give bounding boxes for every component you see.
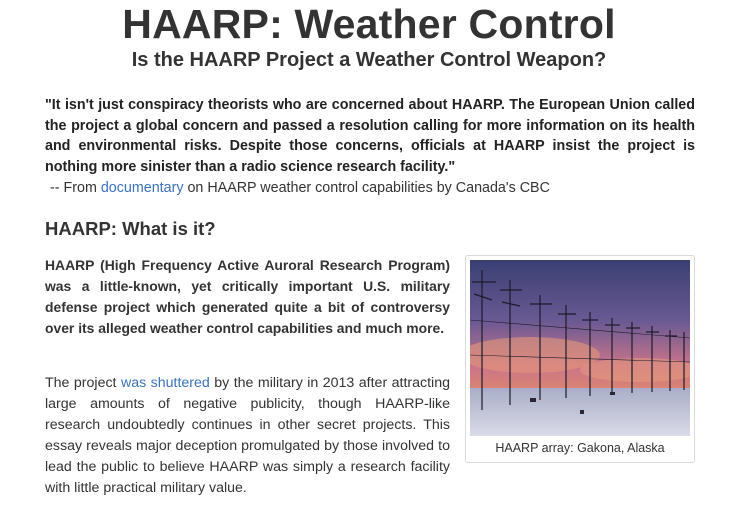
- figure-caption: HAARP array: Gakona, Alaska: [495, 441, 665, 455]
- was-shuttered-link[interactable]: was shuttered: [120, 375, 210, 391]
- figure-thumbnail[interactable]: [465, 255, 695, 463]
- section-heading: HAARP: What is it?: [45, 218, 216, 239]
- lead-paragraph: HAARP (High Frequency Active Auroral Research Program) was a little-known, yet critically important U.S. military defense project which generated quite a bit of controversy over its alleged weather control capabilities and much more.: [45, 257, 450, 336]
- body-suffix: by the military in 2013 after attracting large amounts of negative publicity, though HAARP-like research undoubtedly continues in other secret projects. This essay reveals major deception promulgated by those involved to lead the public to believe HAARP was simply a research facility with little practical military value.: [45, 375, 450, 496]
- quote-block: "It isn't just conspiracy theorists who are concerned about HAARP. The European Union called the project a global concern and passed a resolution calling for more information on its health and environmental risks. Despite those concerns, officials at HAARP insist the project is nothing more sinister than a radio science research facility.": [45, 97, 695, 175]
- body-prefix: The project: [45, 375, 121, 391]
- documentary-link[interactable]: documentary: [100, 180, 184, 196]
- page-title: HAARP: Weather Control: [122, 1, 616, 47]
- attribution-prefix: -- From: [50, 180, 101, 196]
- page-subtitle: Is the HAARP Project a Weather Control Weapon?: [131, 49, 607, 71]
- body-paragraph: [45, 373, 450, 499]
- antenna-array-photo[interactable]: [470, 260, 690, 436]
- attribution-suffix: on HAARP weather control capabilities by Canada's CBC: [183, 180, 550, 196]
- quote-attribution: [50, 178, 690, 198]
